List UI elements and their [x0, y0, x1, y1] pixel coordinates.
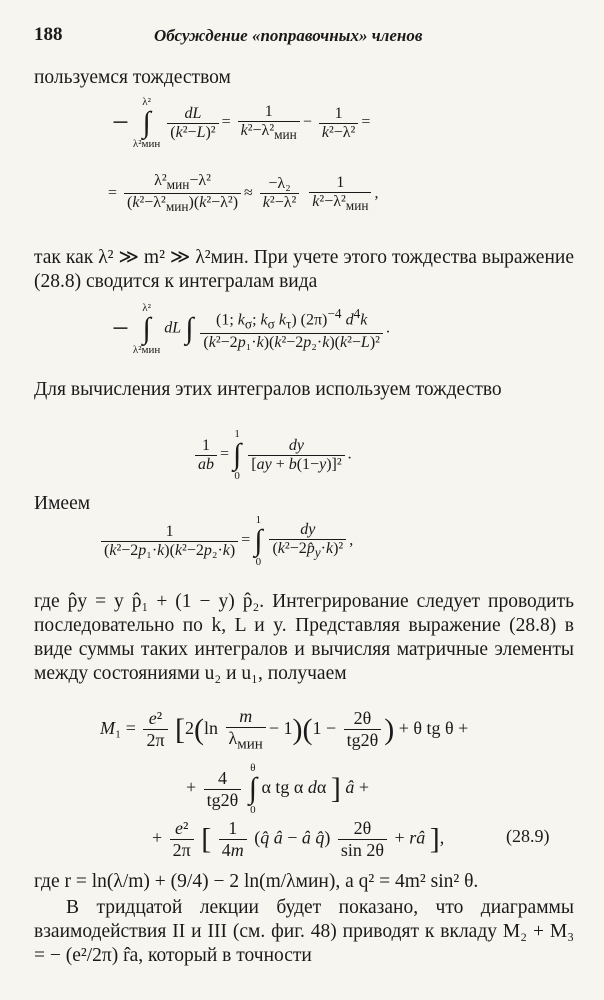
equation-5-line-2: + $\frac{4}{tg2\theta}$ θ ∫ 0 α tg α dα ] â + — [186, 762, 369, 816]
equation-3: $\frac{1}{ab}$ = 1 ∫ 0 $\frac{dy}{\text{[ay + b(1−y)]²}}$ . — [192, 428, 352, 482]
equation-number: (28.9) — [506, 826, 550, 846]
paragraph-7: В тридцатой лекции будет показано, что диаграммы взаимодействия II и III (см. фиг. 48) приводят к вкладу M₂ + M₃ = − (e²/2π) r̂a, который в точности — [34, 897, 574, 966]
equation-1-line-2: = $\frac{\lambda^2_{мин}-\lambda^2}{(k^2-\lambda^2_{мин})(k^2-\lambda^2)}$ ≈ $\frac{\text{−λ₂}}{\text{k²−λ²}}$ $\frac{1}{k^2-\lambda^2_{мин}}$ , — [108, 172, 379, 215]
equation-4: $\frac{1}{\text{(k²−2p₁·k)(k²−2p₂·k)}}$ = 1 ∫ 0 $\frac{dy}{(k^2-2p̂_y\cdot k)^2}$ , — [98, 514, 353, 568]
paragraph-4: Имеем — [34, 493, 91, 514]
equation-2: − λ² ∫ λ²мин dL ∫ $\frac{(1; k_\sigma; k_\sigma k_\tau) (2\pi)^{-4} d^4k}{\text{(k²−2p₁·k)(k²−2p₂·k)(k²−L)²}}$ . — [112, 302, 390, 356]
paragraph-6: где r = ln(λ/m) + (9/4) − 2 ln(m/λмин), а q² = 4m² sin² θ. — [34, 871, 479, 892]
equation-5-line-1: M₁ = $\frac{\text{e²}}{2\pi}$ [2(ln $\frac{m}{\lambda_{мин}}$ − 1)(1 − $\frac{2\theta}{tg2\theta}$ ) + θ tg θ + — [100, 706, 469, 753]
page-header — [34, 22, 574, 50]
equation-1-line-1: − λ² ∫ λ²мин $\frac{dL}{\text{(k²−L)²}}$ = $\frac{1}{k^2-\lambda^2_{мин}}$ − $\frac{1}{\text{k²−λ²}}$ = — [112, 96, 371, 150]
paragraph-1: пользуемся тождеством — [34, 67, 231, 88]
page-number: 188 — [34, 24, 63, 45]
equation-5-line-3: + $\frac{\text{e²}}{2\pi}$ [ $\frac{1}{4m}$ (q̂ â − â q̂) $\frac{2\theta}{\sin 2\theta}$ + râ ], — [152, 818, 445, 860]
running-title: Обсуждение «поправочных» членов — [154, 26, 423, 45]
paragraph-2: так как λ² ≫ m² ≫ λ²мин. При учете этого тождества выражение (28.8) сводится к интегралам вида — [34, 247, 574, 292]
paragraph-3: Для вычисления этих интегралов используем тождество — [34, 379, 502, 400]
paragraph-5: где p̂y = y p̂₁ + (1 − y) p̂₂. Интегрирование следует проводить последовательно по k, L и y. Представляя выражение (28.8) в виде суммы таких интегралов и вычисляя матричные элементы между состояниями u₂ и u₁, получаем — [34, 591, 574, 684]
